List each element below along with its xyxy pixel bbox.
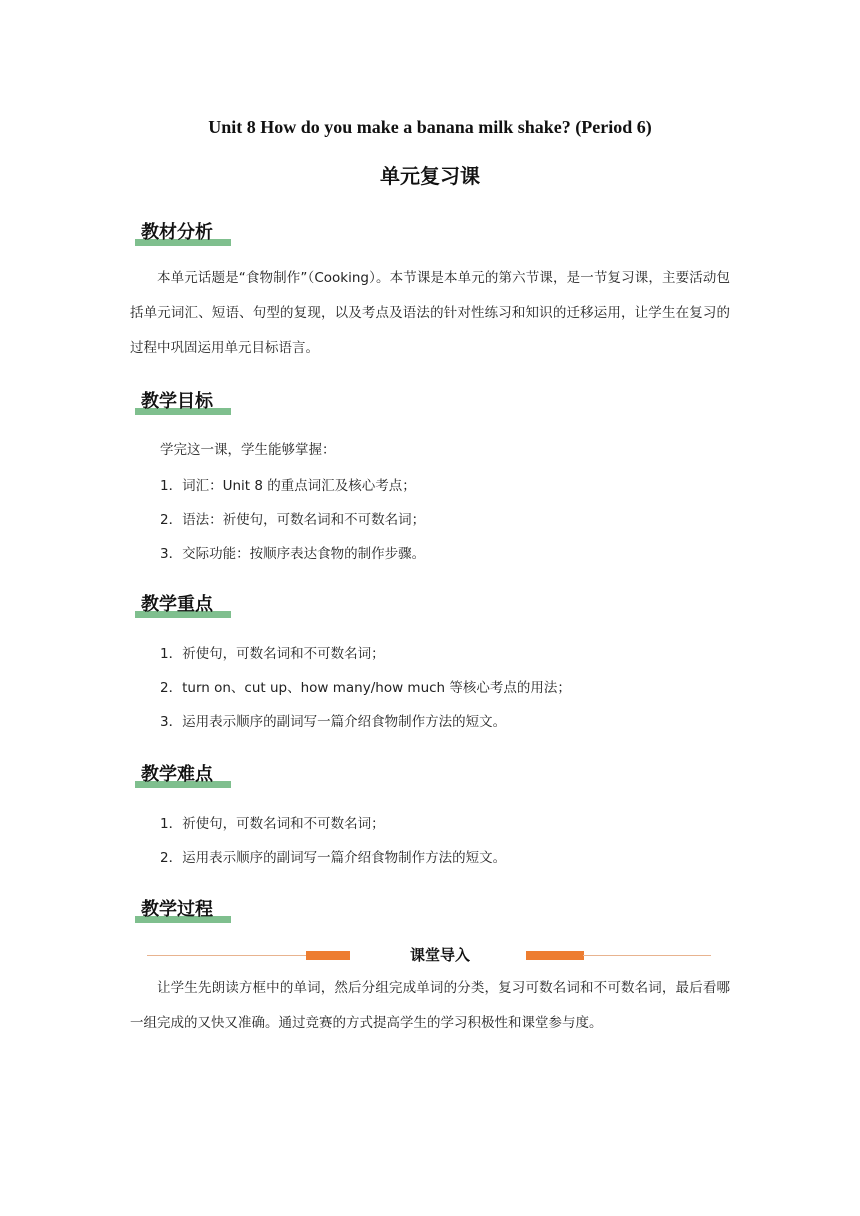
section-heading-analysis xyxy=(135,218,233,248)
difficulties-item: 2．运用表示顺序的副词写一篇介绍食物制作方法的短文。 xyxy=(160,850,507,866)
objectives-intro: 学完这一课，学生能够掌握： xyxy=(160,442,336,458)
section-heading-process xyxy=(135,895,233,925)
document-title-zh: 单元复习课 xyxy=(380,164,480,188)
process-paragraph: 让学生先朗读方框中的单词，然后分组完成单词的分类，复习可数名词和不可数名词，最后看哪一组完成的又快又准确。通过竞赛的方式提高学生的学习积极性和课堂参与度。 xyxy=(130,980,730,1031)
objectives-item: 3．交际功能：按顺序表达食物的制作步骤。 xyxy=(160,546,426,562)
sub-heading-rule-right xyxy=(583,955,711,956)
section-heading-difficulties xyxy=(135,760,233,790)
objectives-item: 1．词汇：Unit 8 的重点词汇及核心考点； xyxy=(160,478,416,494)
section-heading-text: 教材分析 xyxy=(141,222,213,243)
key-points-item: 1．祈使句，可数名词和不可数名词； xyxy=(160,646,385,662)
sub-heading-title: 课堂导入 xyxy=(409,946,470,964)
analysis-paragraph: 本单元话题是“食物制作”（Cooking）。本节课是本单元的第六节课，是一节复习课，主要活动包括单元词汇、短语、句型的复现，以及考点及语法的针对性练习和知识的迁移运用，让学生在复习的过程中巩固运用单元目标语言。 xyxy=(130,270,730,356)
difficulties-item: 1．祈使句，可数名词和不可数名词； xyxy=(160,816,385,832)
sub-heading-block-right xyxy=(526,951,584,960)
objectives-item: 2．语法：祈使句，可数名词和不可数名词； xyxy=(160,512,426,528)
section-heading-text: 教学重点 xyxy=(141,594,213,615)
sub-heading-rule-left xyxy=(147,955,307,956)
section-heading-text: 教学目标 xyxy=(141,391,213,412)
section-heading-text: 教学过程 xyxy=(141,899,213,920)
document-title-en: Unit 8 How do you make a banana milk shake? (Period 6) xyxy=(208,117,652,137)
key-points-item: 3．运用表示顺序的副词写一篇介绍食物制作方法的短文。 xyxy=(160,714,507,730)
section-heading-objectives xyxy=(135,387,233,417)
section-heading-text: 教学难点 xyxy=(141,764,213,785)
sub-heading-block-left xyxy=(306,951,350,960)
key-points-item: 2．turn on、cut up、how many/how much 等核心考点的用法； xyxy=(160,680,571,696)
section-heading-key-points xyxy=(135,590,233,620)
